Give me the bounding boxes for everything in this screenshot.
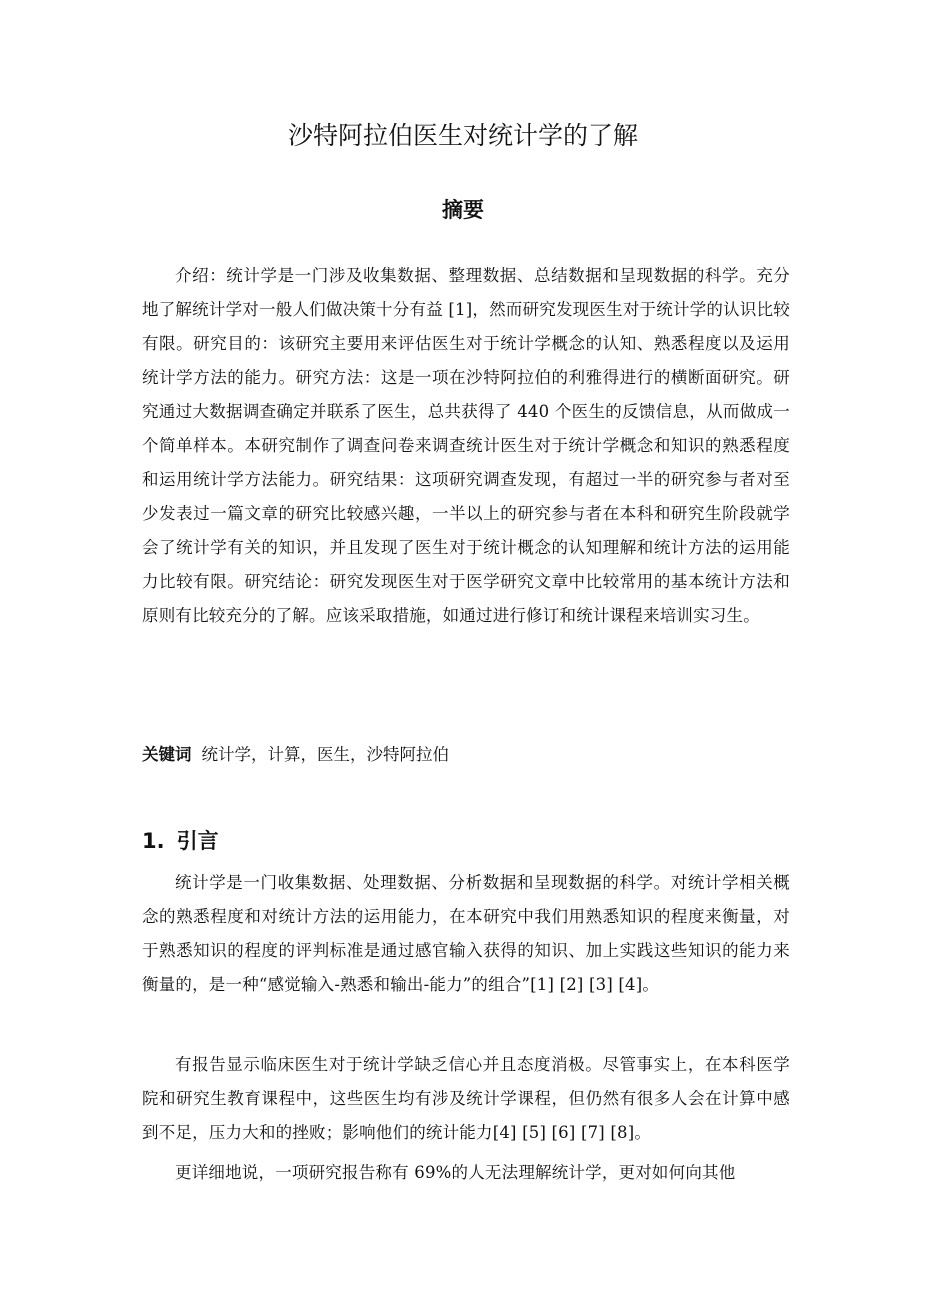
body-paragraph: 更详细地说，一项研究报告称有 69%的人无法理解统计学，更对如何向其他 (175, 1163, 736, 1182)
body-paragraph: 有报告显示临床医生对于统计学缺乏信心并且态度消极。尽管事实上，在本科医学院和研究生教育课程中，这些医生均有涉及统计学课程，但仍然有很多人会在计算中感到不足，压力大和的挫败；影响他们的统计能力[4] [5] [6] [7] [8]。 (142, 1055, 790, 1142)
section-title: 引言 (176, 829, 219, 853)
paper-title: 沙特阿拉伯医生对统计学的了解 (287, 121, 638, 150)
abstract-heading: 摘要 (442, 198, 484, 222)
keywords-value: 统计学，计算，医生，沙特阿拉伯 (201, 745, 449, 764)
body-paragraph: 统计学是一门收集数据、处理数据、分析数据和呈现数据的科学。对统计学相关概念的熟悉程度和对统计方法的运用能力，在本研究中我们用熟悉知识的程度来衡量，对于熟悉知识的程度的评判标准是通过感官输入获得的知识、加上实践这些知识的能力来衡量的，是一种“感觉输入-熟悉和输出-能力”的组合”[1] [2] [3] [4]。 (142, 873, 790, 994)
keywords-line (142, 738, 790, 772)
keywords-label: 关键词 (142, 745, 192, 764)
section-number: 1. (142, 829, 165, 853)
section-heading-introduction (142, 823, 219, 859)
abstract-body: 介绍：统计学是一门涉及收集数据、整理数据、总结数据和呈现数据的科学。充分地了解统计学对一般人们做决策十分有益 [1]，然而研究发现医生对于统计学的认识比较有限。研究目的：该研究主要用来评估医生对于统计学概念的认知、熟悉程度以及运用统计学方法的能力。研究方法：这是一项在沙特阿拉伯的利雅得进行的横断面研究。研究通过大数据调查确定并联系了医生，总共获得了 440 个医生的反馈信息，从而做成一个简单样本。本研究制作了调查问卷来调查统计医生对于统计学概念和知识的熟悉程度和运用统计学方法能力。研究结果：这项研究调查发现，有超过一半的研究参与者对至少发表过一篇文章的研究比较感兴趣，一半以上的研究参与者在本科和研究生阶段就学会了统计学有关的知识，并且发现了医生对于统计概念的认知理解和统计方法的运用能力比较有限。研究结论：研究发现医生对于医学研究文章中比较常用的基本统计方法和原则有比较充分的了解。应该采取措施，如通过进行修订和统计课程来培训实习生。 (142, 266, 790, 625)
